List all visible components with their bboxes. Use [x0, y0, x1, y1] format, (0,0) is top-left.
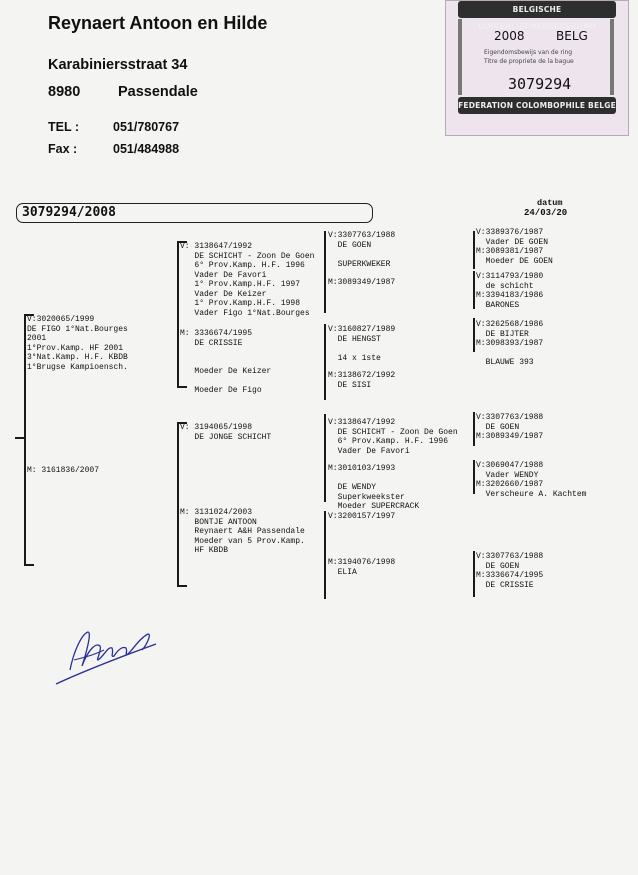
gen4-entry-b: V:3114793/1980 de schicht M:3394183/1986 BARONES: [476, 272, 544, 310]
street-address: Karabiniersstraat 34: [48, 57, 188, 73]
fax-label: Fax :: [48, 142, 78, 156]
datum-label: datum: [537, 198, 563, 208]
gen3-fff-entry: V:3307763/1988 DE GOEN SUPERKWEKER: [328, 231, 396, 269]
card-line1: Eigendomsbewijs van de ring: [484, 49, 573, 56]
card-bottom-banner: FEDERATION COLOMBOPHILE BELGE: [458, 97, 616, 114]
gen3-fmf-entry: V:3160827/1989 DE HENGST 14 x 1ste: [328, 325, 396, 363]
tel-number: 051/780767: [113, 120, 180, 134]
city: Passendale: [118, 84, 198, 100]
paternal-grandmother-entry: M: 3336674/1995 DE CRISSIE Moeder De Keizer Moeder De Figo: [180, 329, 272, 395]
tree-bracket: [324, 231, 326, 313]
tree-bracket: [324, 511, 326, 599]
card-top-banner: BELGISCHE DUIVENLIEFHEBBERSBOND: [458, 1, 616, 18]
tree-bracket: [473, 318, 475, 352]
mother-entry: M: 3161836/2007: [27, 466, 100, 475]
card-line2: Titre de propriete de la bague: [484, 58, 574, 65]
tree-tick: [177, 585, 187, 587]
tree-bracket-gen1: [24, 314, 26, 566]
paternal-grandfather-entry: V: 3138647/1992 DE SCHICHT - Zoon De Goen 6° Prov.Kamp. H.F. 1996 Vader De Favori 1° Prov.Kamp.H.F. 1997 Vader De Keizer 1° Prov.Kamp.H.F. 1998 Vader Figo 1°Nat.Bourges: [180, 242, 315, 318]
gen3-ffm-entry: M:3089349/1987: [328, 278, 396, 287]
gen3-mmm-entry: M:3194076/1998 ELIA: [328, 558, 396, 577]
gen4-entry-c: V:3262568/1986 DE BIJTER M:3098393/1987 BLAUWE 393: [476, 320, 544, 367]
maternal-grandfather-entry: V: 3194065/1998 DE JONGE SCHICHT: [180, 423, 272, 442]
gen3-mmf-entry: V:3200157/1997: [328, 512, 396, 521]
gen4-entry-e: V:3069047/1988 Vader WENDY M:3202660/1987 Verscheure A. Kachtem: [476, 461, 587, 499]
tree-line-root: [15, 437, 24, 439]
fax-number: 051/484988: [113, 142, 180, 156]
tree-bracket: [324, 414, 326, 502]
postal-code: 8980: [48, 84, 81, 100]
tree-bracket-father: [177, 241, 179, 387]
tree-bracket: [473, 271, 475, 309]
card-year: 2008: [494, 29, 525, 43]
gen3-mff-entry: V:3138647/1992 DE SCHICHT - Zoon De Goen 6° Prov.Kamp. H.F. 1996 Vader De Favori: [328, 418, 458, 456]
tree-bracket: [473, 551, 475, 597]
card-ring-number: 3079294: [508, 75, 572, 93]
maternal-grandmother-entry: M: 3131024/2003 BONTJE ANTOON Reynaert A&H Passendale Moeder van 5 Prov.Kamp. HF KBDB: [180, 508, 305, 555]
tel-label: TEL :: [48, 120, 80, 134]
owner-name: Reynaert Antoon en Hilde: [48, 13, 268, 33]
gen3-fmm-entry: M:3138672/1992 DE SISI: [328, 371, 396, 390]
tree-bracket: [473, 412, 475, 446]
tree-bracket-mother: [177, 422, 179, 586]
gen4-entry-d: V:3307763/1988 DE GOEN M:3089349/1987: [476, 413, 544, 441]
gen4-entry-a: V:3389376/1987 Vader DE GOEN M:3089381/1987 Moeder DE GOEN: [476, 228, 553, 266]
father-entry: V:3020065/1999 DE FIGO 1°Nat.Bourges 2001 1°Prov.Kamp. HF 2001 3°Nat.Kamp. H.F. KBDB 1°Brugse Kampioensch.: [27, 315, 128, 372]
card-country: BELG: [556, 29, 588, 43]
pigeon-ring-number: 3079294/2008: [16, 203, 373, 223]
tree-tick-gen1-bottom: [24, 564, 34, 566]
tree-bracket: [324, 324, 326, 400]
tree-bracket: [473, 231, 475, 269]
gen4-entry-f: V:3307763/1988 DE GOEN M:3336674/1995 DE CRISSIE: [476, 552, 544, 590]
ring-ownership-card: [445, 0, 629, 136]
signature: [52, 620, 162, 690]
date-value: 24/03/20: [524, 208, 568, 218]
gen3-mfm-entry: M:3010103/1993 DE WENDY Superkweekster Moeder SUPERCRACK: [328, 464, 420, 511]
tree-bracket: [473, 460, 475, 494]
